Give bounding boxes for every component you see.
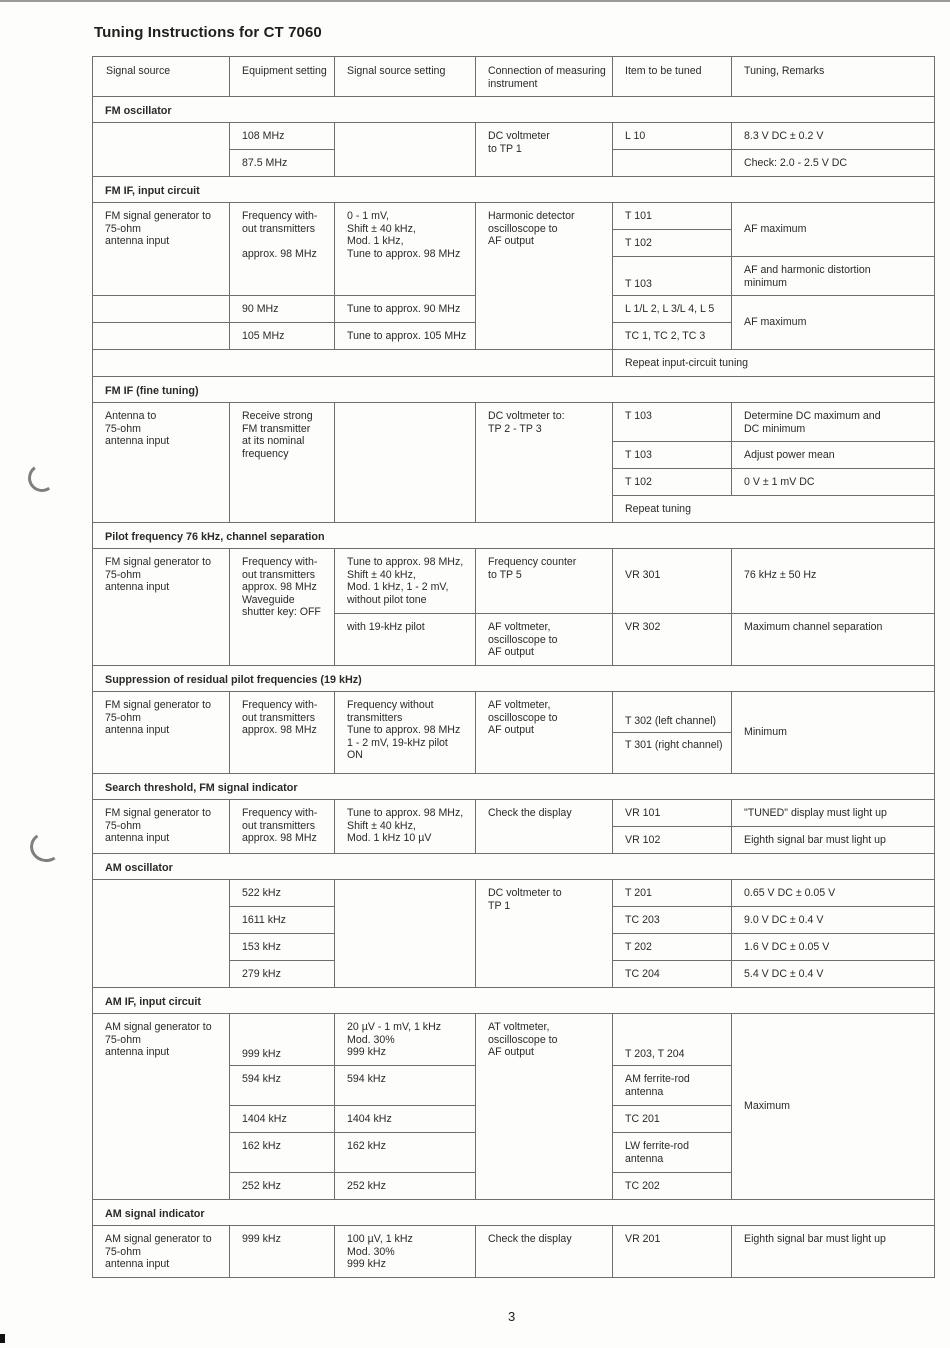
section-title: FM IF, input circuit — [93, 177, 935, 203]
cell-item: TC 1, TC 2, TC 3 — [613, 323, 732, 350]
cell-equipment-setting: 522 kHz — [230, 880, 335, 907]
header-connection: Connection of measuring instrument — [476, 57, 613, 97]
cell-connection: Harmonic detector oscilloscope to AF output — [476, 203, 613, 350]
cell-item: T 103 — [613, 403, 732, 442]
cell-signal-source: AM signal generator to 75-ohm antenna input — [93, 1014, 230, 1200]
header-signal-source: Signal source — [93, 57, 230, 97]
cell-signal-source — [93, 296, 230, 323]
cell-equipment-setting: 90 MHz — [230, 296, 335, 323]
cell-signal-source: AM signal generator to 75-ohm antenna input — [93, 1226, 230, 1278]
top-rule — [0, 0, 950, 2]
cell-connection: Check the display — [476, 1226, 613, 1278]
corner-mark — [0, 1334, 5, 1343]
cell-signal-source-setting: 1404 kHz — [335, 1106, 476, 1133]
cell-signal-source: FM signal generator to 75-ohm antenna input — [93, 692, 230, 774]
cell-item: LW ferrite-rod antenna — [613, 1133, 732, 1173]
cell-remark: 0.65 V DC ± 0.05 V — [732, 880, 935, 907]
cell-connection: DC voltmeter to: TP 2 - TP 3 — [476, 403, 613, 523]
section-title: Suppression of residual pilot frequencies (19 kHz) — [93, 666, 935, 692]
cell-signal-source-setting: 594 kHz — [335, 1066, 476, 1106]
cell-equipment-setting: Frequency with- out transmitters approx. 98 MHz Waveguide shutter key: OFF — [230, 549, 335, 666]
header-equipment-setting: Equipment setting — [230, 57, 335, 97]
cell-item: VR 302 — [613, 614, 732, 666]
cell-connection: AF voltmeter, oscilloscope to AF output — [476, 614, 613, 666]
cell-item: VR 301 — [613, 549, 732, 614]
cell-signal-source-setting: Frequency without transmitters Tune to approx. 98 MHz 1 - 2 mV, 19-kHz pilot ON — [335, 692, 476, 774]
cell-item: T 101 — [613, 203, 732, 230]
cell-item: TC 201 — [613, 1106, 732, 1133]
header-item-to-be-tuned: Item to be tuned — [613, 57, 732, 97]
cell-remark: AF and harmonic distortion minimum — [732, 257, 935, 296]
page-title: Tuning Instructions for CT 7060 — [94, 24, 322, 41]
cell-item: TC 203 — [613, 907, 732, 934]
cell-equipment-setting: Frequency with- out transmitters approx. 98 MHz — [230, 203, 335, 296]
cell-equipment-setting: 999 kHz — [230, 1014, 335, 1066]
cell-item: TC 202 — [613, 1173, 732, 1200]
cell-connection: AF voltmeter, oscilloscope to AF output — [476, 692, 613, 774]
cell-signal-source: FM signal generator to 75-ohm antenna input — [93, 549, 230, 666]
cell-signal-source-setting: Tune to approx. 90 MHz — [335, 296, 476, 323]
cell-remark: Eighth signal bar must light up — [732, 1226, 935, 1278]
tuning-table — [92, 56, 935, 1278]
cell-equipment-setting: Frequency with- out transmitters approx. 98 MHz — [230, 692, 335, 774]
cell-equipment-setting: 252 kHz — [230, 1173, 335, 1200]
cell-remark: 0 V ± 1 mV DC — [732, 469, 935, 496]
cell-item: TC 204 — [613, 961, 732, 988]
cell-item: VR 101 — [613, 800, 732, 827]
cell-item: T 103 — [613, 257, 732, 296]
header-signal-source-setting: Signal source setting — [335, 57, 476, 97]
cell-equipment-setting: 162 kHz — [230, 1133, 335, 1173]
cell-connection: AT voltmeter, oscilloscope to AF output — [476, 1014, 613, 1200]
cell-remark: Minimum — [732, 692, 935, 774]
section-title: AM IF, input circuit — [93, 988, 935, 1014]
cell-equipment-setting: 594 kHz — [230, 1066, 335, 1106]
cell-equipment-setting: 1611 kHz — [230, 907, 335, 934]
cell-equipment-setting: 87.5 MHz — [230, 150, 335, 177]
cell-signal-source-setting: Tune to approx. 98 MHz, Shift ± 40 kHz, Mod. 1 kHz, 1 - 2 mV, without pilot tone — [335, 549, 476, 614]
cell-item: L 1/L 2, L 3/L 4, L 5 — [613, 296, 732, 323]
cell-remark: Eighth signal bar must light up — [732, 827, 935, 854]
cell-equipment-setting: 1404 kHz — [230, 1106, 335, 1133]
cell-item: T 203, T 204 — [613, 1014, 732, 1066]
cell-signal-source-setting: Tune to approx. 105 MHz — [335, 323, 476, 350]
cell-signal-source-setting: 0 - 1 mV, Shift ± 40 kHz, Mod. 1 kHz, Tune to approx. 98 MHz — [335, 203, 476, 296]
cell-item: T 102 — [613, 469, 732, 496]
cell-signal-source-setting — [335, 403, 476, 523]
cell-equipment-setting: 153 kHz — [230, 934, 335, 961]
cell-item: T 202 — [613, 934, 732, 961]
cell-item — [613, 150, 732, 177]
cell-signal-source-setting: 252 kHz — [335, 1173, 476, 1200]
cell-remark: AF maximum — [732, 296, 935, 350]
cell-signal-source-setting — [335, 880, 476, 988]
cell-connection: Frequency counter to TP 5 — [476, 549, 613, 614]
cell-connection: DC voltmeter to TP 1 — [476, 880, 613, 988]
cell-remark: Adjust power mean — [732, 442, 935, 469]
section-title: AM oscillator — [93, 854, 935, 880]
cell-equipment-setting: Frequency with- out transmitters approx. 98 MHz — [230, 800, 335, 854]
cell-item: L 10 — [613, 123, 732, 150]
cell-remark: Determine DC maximum and DC minimum — [732, 403, 935, 442]
cell-signal-source-setting — [335, 123, 476, 177]
cell-item: T 201 — [613, 880, 732, 907]
section-title: FM oscillator — [93, 97, 935, 123]
cell-remark: 8.3 V DC ± 0.2 V — [732, 123, 935, 150]
cell-item: VR 201 — [613, 1226, 732, 1278]
cell-item: AM ferrite-rod antenna — [613, 1066, 732, 1106]
cell-remark: AF maximum — [732, 203, 935, 257]
cell-blank — [93, 350, 613, 377]
binder-hole-mark — [28, 829, 65, 864]
cell-connection: DC voltmeter to TP 1 — [476, 123, 613, 177]
cell-repeat-note: Repeat tuning — [613, 496, 935, 523]
cell-equipment-setting: 108 MHz — [230, 123, 335, 150]
cell-equipment-setting: 279 kHz — [230, 961, 335, 988]
cell-remark: 1.6 V DC ± 0.05 V — [732, 934, 935, 961]
cell-item: T 301 (right channel) — [613, 733, 732, 774]
cell-remark: 9.0 V DC ± 0.4 V — [732, 907, 935, 934]
cell-signal-source-setting: Tune to approx. 98 MHz, Shift ± 40 kHz, Mod. 1 kHz 10 µV — [335, 800, 476, 854]
section-title: FM IF (fine tuning) — [93, 377, 935, 403]
cell-connection: Check the display — [476, 800, 613, 854]
cell-remark: "TUNED" display must light up — [732, 800, 935, 827]
cell-remark: 76 kHz ± 50 Hz — [732, 549, 935, 614]
cell-repeat-note: Repeat input-circuit tuning — [613, 350, 935, 377]
cell-signal-source-setting: with 19-kHz pilot — [335, 614, 476, 666]
cell-remark: Maximum — [732, 1014, 935, 1200]
section-title: AM signal indicator — [93, 1200, 935, 1226]
cell-item: T 302 (left channel) — [613, 692, 732, 733]
cell-item: T 102 — [613, 230, 732, 257]
cell-signal-source: Antenna to 75-ohm antenna input — [93, 403, 230, 523]
binder-hole-mark — [26, 462, 58, 494]
cell-equipment-setting: 999 kHz — [230, 1226, 335, 1278]
header-row — [93, 57, 935, 97]
cell-remark: 5.4 V DC ± 0.4 V — [732, 961, 935, 988]
cell-signal-source-setting: 20 µV - 1 mV, 1 kHz Mod. 30% 999 kHz — [335, 1014, 476, 1066]
header-remarks: Tuning, Remarks — [732, 57, 935, 97]
cell-signal-source — [93, 123, 230, 177]
cell-signal-source-setting: 162 kHz — [335, 1133, 476, 1173]
page-number: 3 — [508, 1309, 516, 1324]
cell-remark: Maximum channel separation — [732, 614, 935, 666]
cell-item: VR 102 — [613, 827, 732, 854]
section-title: Pilot frequency 76 kHz, channel separation — [93, 523, 935, 549]
cell-item: T 103 — [613, 442, 732, 469]
cell-equipment-setting: Receive strong FM transmitter at its nominal frequency — [230, 403, 335, 523]
section-title: Search threshold, FM signal indicator — [93, 774, 935, 800]
cell-signal-source — [93, 323, 230, 350]
cell-signal-source-setting: 100 µV, 1 kHz Mod. 30% 999 kHz — [335, 1226, 476, 1278]
cell-signal-source — [93, 880, 230, 988]
cell-equipment-setting: 105 MHz — [230, 323, 335, 350]
cell-signal-source: FM signal generator to 75-ohm antenna input — [93, 800, 230, 854]
cell-remark: Check: 2.0 - 2.5 V DC — [732, 150, 935, 177]
cell-signal-source: FM signal generator to 75-ohm antenna input — [93, 203, 230, 296]
